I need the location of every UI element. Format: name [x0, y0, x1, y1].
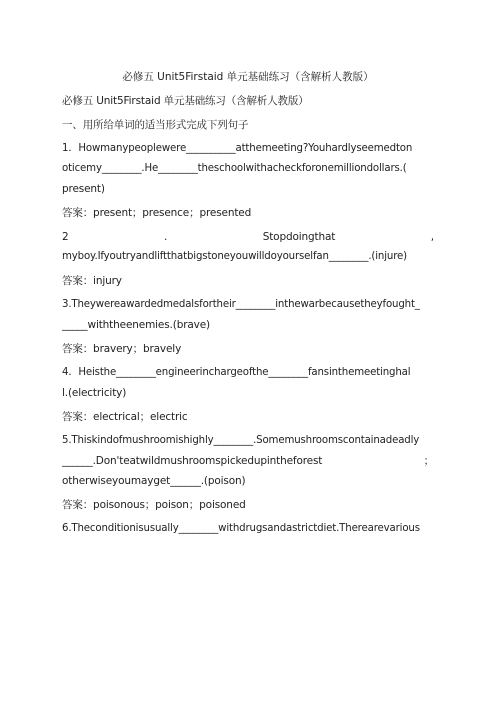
- answer-3: 答案：bravery；bravely: [62, 343, 182, 355]
- answer-1: 答案：present；presence；presented: [62, 207, 252, 219]
- question-3: [62, 298, 434, 332]
- question-5-line-2: [62, 454, 434, 468]
- question-3-line-1: 3.Theywereawardedmedalsfortheir________inthewarbecausetheyfought_: [62, 299, 420, 310]
- question-4: [62, 366, 434, 400]
- question-1-line-2: oticemy________.He________theschoolwithacheckforonemilliondollars.(: [62, 163, 407, 174]
- question-5-line-3: otherwiseyoumayget______.(poison): [62, 475, 246, 487]
- question-5-line-1: 5.Thiskindofmushroomishighly________.Somemushroomscontainadeadly: [62, 435, 420, 446]
- answer-2: 答案：injury: [62, 275, 122, 287]
- question-6: [62, 522, 434, 536]
- question-2-comma: ,: [430, 231, 434, 243]
- question-2: [62, 230, 434, 264]
- question-5: [62, 434, 434, 488]
- question-6-line-1: 6.Theconditionisusually________withdrugsandastrictdiet.Therearevarious: [62, 523, 420, 534]
- document-subtitle: 必修五 Unit5Firstaid 单元基础练习（含解析人教版）: [62, 95, 309, 107]
- question-5-line-2-text: ______.Don'teatwildmushroomspickedupintheforest: [62, 455, 323, 467]
- document-title: 必修五 Unit5Firstaid 单元基础练习（含解析人教版）: [122, 71, 374, 83]
- question-4-line-1: 4．Heisthe________engineerinchargeofthe________fansinthemeetinghal: [62, 367, 411, 378]
- document-body: [62, 70, 434, 546]
- question-1: [62, 142, 434, 196]
- question-4-line-2: l.(electricity): [62, 387, 127, 399]
- answer-4: 答案：electrical；electric: [62, 411, 188, 423]
- question-1-line-1: 1．Howmanypeoplewere__________atthemeeting?Youhardlyseemedton: [62, 143, 413, 154]
- answer-5: 答案：poisonous；poison；poisoned: [62, 499, 246, 511]
- question-2-number: 2: [62, 231, 69, 243]
- question-1-line-3: present): [62, 183, 105, 195]
- question-5-line-2-punct: ；: [423, 455, 434, 467]
- question-3-line-2: _____withtheenemies.(brave): [62, 319, 210, 331]
- question-2-words: Stopdoingthat: [262, 231, 336, 243]
- question-2-line-1: [62, 230, 434, 244]
- section-heading: 一、用所给单词的适当形式完成下列句子: [62, 119, 249, 131]
- question-2-dot: .: [164, 231, 168, 243]
- question-2-line-2: myboy.Ifyoutryandliftthatbigstoneyouwilldoyourselfan________.(injure): [62, 251, 407, 262]
